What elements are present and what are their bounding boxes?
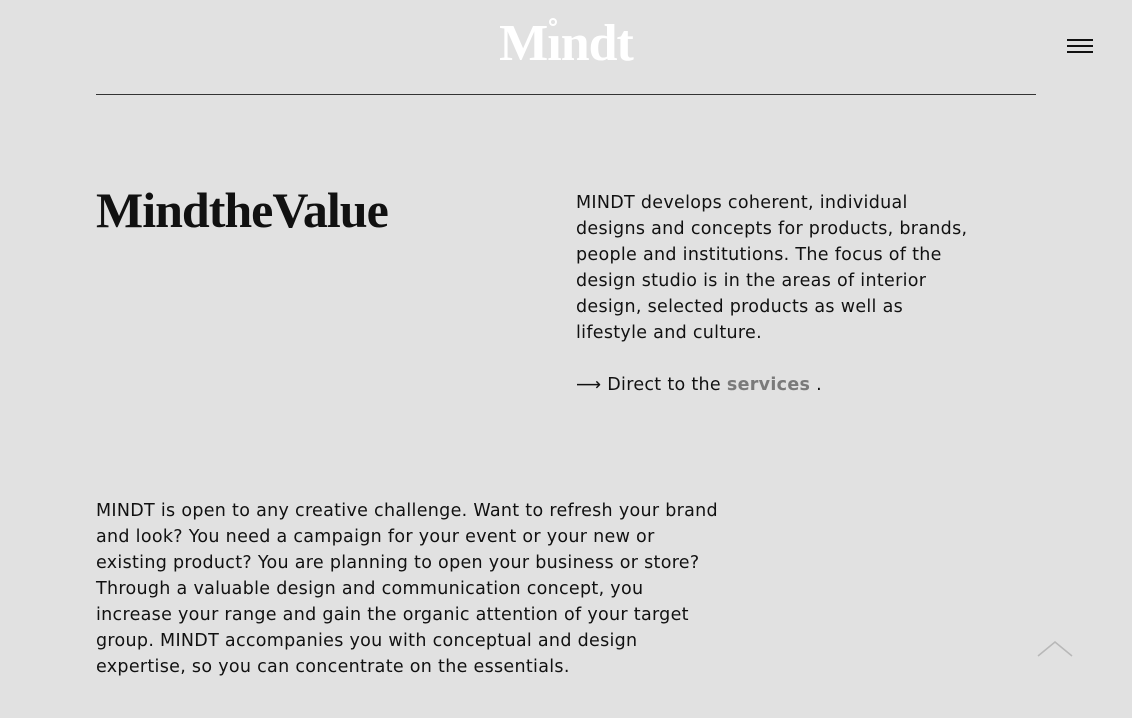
direct-prefix: Direct to the	[607, 375, 721, 395]
logo-ring-icon	[549, 18, 557, 26]
hamburger-icon-line-top	[1067, 39, 1093, 41]
header-divider	[96, 94, 1036, 95]
logo-text-rest: ndt	[560, 15, 633, 72]
direct-to-services	[576, 372, 822, 398]
page-title: MindtheValue	[96, 182, 388, 238]
logo	[0, 14, 1132, 74]
logo-text-i	[547, 14, 560, 74]
hamburger-icon-line-middle	[1067, 45, 1093, 47]
body-paragraph: MINDT is open to any creative challenge. Want to refresh your brand and look? You need a campaign for your event or your new or existing product? You are planning to open your business or store? Through a valuable design and communication concept, you increase your range and gain the organic attention of your target group. MINDT accompanies you with conceptual and design expertise, so you can concentrate on the essentials.	[96, 501, 718, 677]
services-link[interactable]: services	[726, 375, 811, 395]
scroll-to-top-button[interactable]	[1036, 638, 1076, 660]
hamburger-icon-line-bottom	[1067, 51, 1093, 53]
logo-i-stem: ı	[547, 15, 561, 72]
chevron-up-icon	[1036, 638, 1076, 660]
menu-button[interactable]	[1067, 37, 1093, 55]
intro-paragraph: MINDT develops coherent, individual designs and concepts for products, brands, people and institutions. The focus of the design studio is in the areas of interior design, selected products as well as lifestyle and culture.	[576, 193, 968, 343]
direct-suffix: .	[816, 375, 822, 395]
arrow-right-icon: ⟶	[576, 375, 602, 395]
logo-link[interactable]	[499, 14, 633, 74]
logo-text-m: M	[499, 15, 548, 72]
